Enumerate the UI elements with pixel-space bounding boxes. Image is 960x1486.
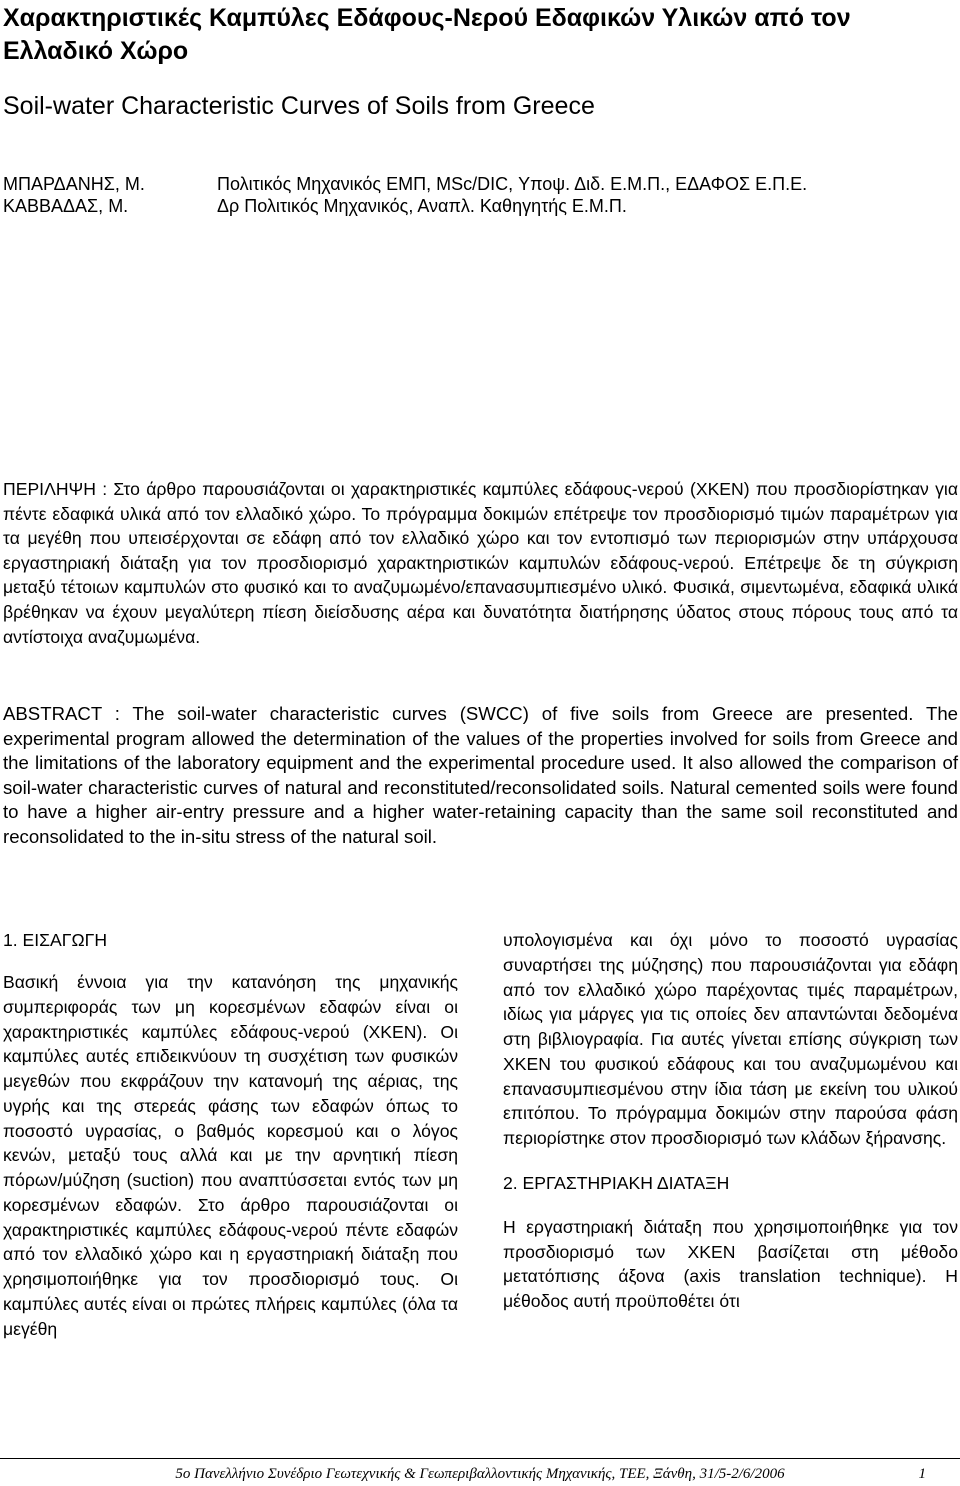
right-column [503,928,958,1314]
introduction-text-continued: υπολογισμένα και όχι μόνο το ποσοστό υγρασίας συναρτήσει της μύζησης) που παρουσιάζονται για εδάφη από τον ελλαδικό χώρο παρέχοντας τιμές παραμέτρων, ιδίως για μάργες για τις οποίες δεν απαντώνται δεδομένα στη βιβλιογραφία. Για αυτές γίνεται επίσης σύγκριση των ΧΚΕΝ του φυσικού εδάφους και του αναζυμωμένου και επανασυμπιεσμένου στην ίδια τάση με εκείνη του υλικού επιτόπου. Το πρόγραμμα δοκιμών στην παρούσα φάση περιορίστηκε στον προσδιορισμό των κλάδων ξήρανσης. [503,930,958,1148]
lab-setup-text: Η εργαστηριακή διάταξη που χρησιμοποιήθηκε για τον προσδιορισμό των ΧΚΕΝ βασίζεται στη μέθοδο μετατόπισης άξονα (axis translation technique). Η μέθοδος αυτή προϋποθέτει ότι [503,1216,958,1311]
author-list [3,173,958,217]
author-affiliation: Πολιτικός Μηχανικός ΕΜΠ, MSc/DIC, Υποψ. Διδ. Ε.Μ.Π., ΕΔΑΦΟΣ Ε.Π.Ε. [217,174,808,194]
left-column [3,928,458,1341]
abstract-greek: ΠΕΡΙΛΗΨΗ : Στο άρθρο παρουσιάζονται οι χαρακτηριστικές καμπύλες εδάφους-νερού (ΧΚΕΝ) που προσδιορίστηκαν για πέντε εδαφικά υλικά από τον ελλαδικό χώρο. Το πρόγραμμα δοκιμών επέτρεψε τον προσδιορισμό τιμών παραμέτρων για τα μεγέθη που υπεισέρχονται σε εδάφη από τον ελλαδικό χώρο και τον εντοπισμό των περιορισμών στην υπάρχουσα εργαστηριακή διάταξη για τον προσδιορισμό χαρακτηριστικών καμπυλών εδάφους-νερού. Επέτρεψε δε τη σύγκριση μεταξύ τέτοιων καμπυλών στο φυσικό και το αναζυμωμένο/επανασυμπιεσμένο υλικό. Φυσικά, σιμεντωμένα, εδαφικά υλικά βρέθηκαν να έχουν μεγαλύτερη πίεση διείσδυσης αέρα και δυνατότητα διατήρησης ύδατος στους πόρους τους από τα αντίστοιχα αναζυμωμένα. [3,479,958,647]
author-affiliation: Δρ Πολιτικός Μηχανικός, Αναπλ. Καθηγητής Ε.Μ.Π. [217,196,627,216]
paper-title-greek: Χαρακτηριστικές Καμπύλες Εδάφους-Νερού Εδαφικών Υλικών από τον Ελλαδικό Χώρο [3,4,851,65]
footer-conference-text: 5ο Πανελλήνιο Συνέδριο Γεωτεχνικής & Γεωπεριβαλλοντικής Μηχανικής, ΤΕΕ, Ξάνθη, 31/5-2/6/2006 [175,1466,785,1482]
author-entry [3,173,958,195]
introduction-text: Βασική έννοια για την κατανόηση της μηχανικής συμπεριφοράς των μη κορεσμένων εδαφών είναι οι χαρακτηριστικές καμπύλες εδάφους-νερού (ΧΚΕΝ). Οι καμπύλες αυτές επιδεικνύουν τη συσχέτιση των φυσικών μεγεθών που εκφράζουν την κατανομή της αέριας, της υγρής και της στερεάς φάσης των εδαφών όπως το ποσοστό υγρασίας, ο βαθμός κορεσμού και ο λόγος κενών, μεταξύ τους αλλά και με την αρνητική πίεση πόρων/μύζηση (suction) που αναπτύσσεται εντός των μη κορεσμένων εδαφών. Στο άρθρο παρουσιάζονται οι χαρακτηριστικές καμπύλες εδάφους-νερού πέντε εδαφών από τον ελλαδικό χώρο και η εργαστηριακή διάταξη που χρησιμοποιήθηκε για τον προσδιορισμό τους. Οι καμπύλες αυτές είναι οι πρώτες πλήρεις καμπύλες (όλα τα μεγέθη [3,972,458,1339]
page-footer [0,1466,960,1486]
footer-divider [0,1458,960,1459]
author-name: ΜΠΑΡΔΑΝΗΣ, Μ. [3,174,145,194]
section-heading-introduction: 1. ΕΙΣΑΓΩΓΗ [3,930,108,950]
section-heading-lab-setup: 2. ΕΡΓΑΣΤΗΡΙΑΚΗ ΔΙΑΤΑΞΗ [503,1172,730,1193]
paper-title-english: Soil-water Characteristic Curves of Soils from Greece [3,92,595,120]
page-number: 1 [918,1466,926,1482]
author-entry [3,195,958,217]
abstract-english: ABSTRACT : The soil-water characteristic curves (SWCC) of five soils from Greece are presented. The experimental program allowed the determination of the values of the properties involved for soils from Greece and the limitations of the laboratory equipment and the experimental procedure used. It also allowed the comparison of soil-water characteristic curves of natural and reconstituted/reconsolidated soils. Natural cemented soils were found to have a higher air-entry pressure and a higher water-retaining capacity than the same soil reconstituted and reconsolidated to the in-situ stress of the natural soil. [3,703,958,847]
author-name: ΚΑΒΒΑΔΑΣ, Μ. [3,196,129,216]
